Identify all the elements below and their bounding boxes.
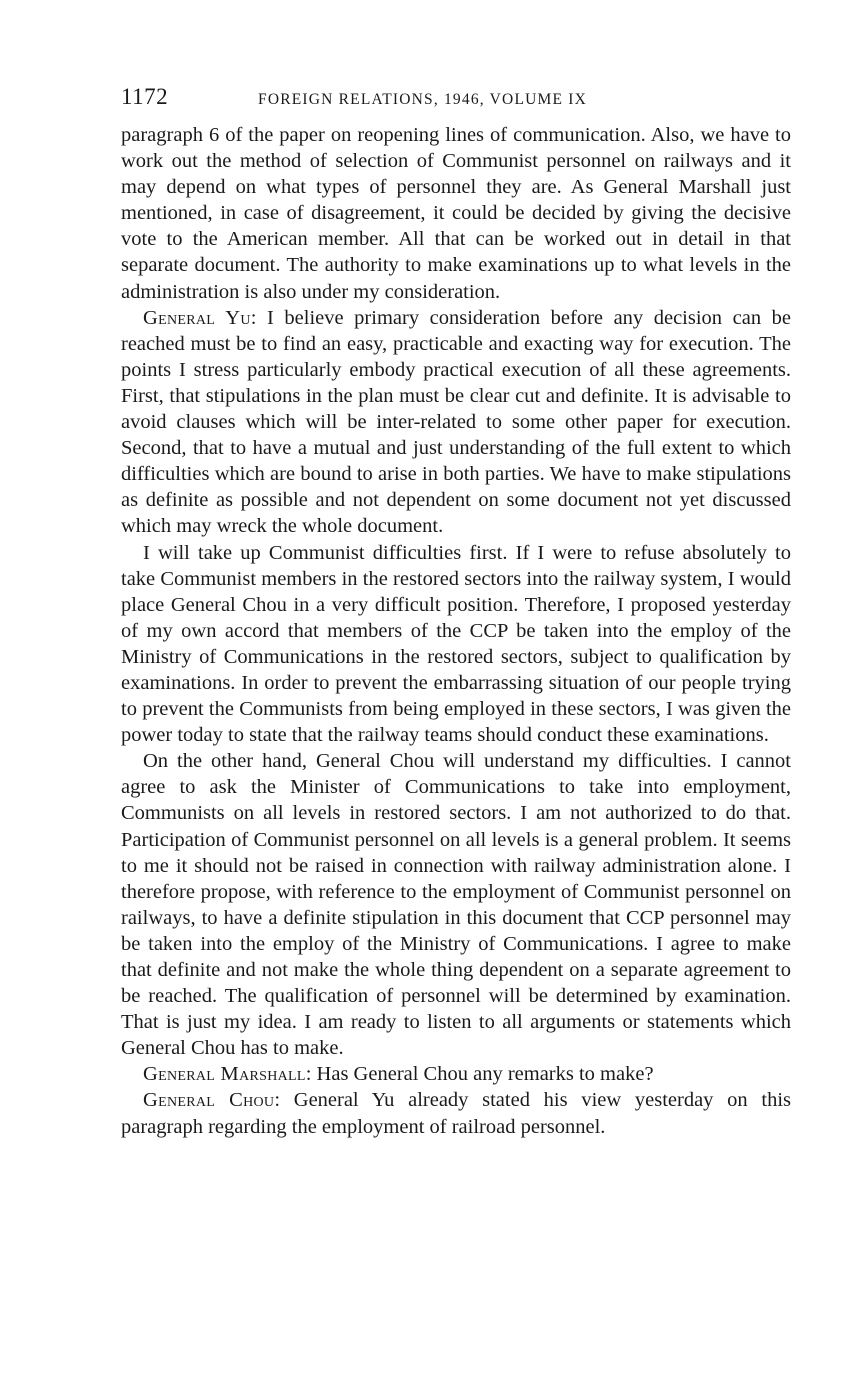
paragraph-text: : Has General Chou any remarks to make? bbox=[305, 1063, 654, 1086]
paragraph-general-marshall bbox=[121, 1061, 791, 1087]
page-number: 1172 bbox=[121, 84, 169, 109]
speaker-name: General Marshall bbox=[143, 1063, 306, 1086]
document-page bbox=[121, 84, 791, 1140]
paragraph-general-chou bbox=[121, 1087, 791, 1139]
paragraph-text: paragraph 6 of the paper on reopening lines of communication. Also, we have to work out the method of selection of Communist personnel on railways and it may depend on what types of personnel they are. As General Marshall just mentioned, in case of disagreement, it could be decided by giving the decisive vote to the American member. All that can be worked out in detail in that separate document. The authority to make examinations up to what levels in the administration is also under my consideration. bbox=[121, 124, 791, 303]
paragraph-text: I will take up Communist difficulties first. If I were to refuse absolutely to take Communist members in the restored sectors into the railway system, I would place General Chou in a very difficult position. Therefore, I proposed yesterday of my own accord that members of the CCP be taken into the employ of the Ministry of Communications in the restored sectors, subject to qualification by examinations. In order to prevent the embarrassing situation of our people trying to prevent the Communists from being employed in these sectors, I was given the power today to state that the railway teams should conduct these examinations. bbox=[121, 541, 791, 747]
speaker-name: General Chou bbox=[143, 1089, 275, 1112]
paragraph-communist-difficulties bbox=[121, 540, 791, 749]
running-head bbox=[121, 84, 791, 118]
paragraph-text: : General Yu already stated his view yesterday on this paragraph regarding the employment of railroad personnel. bbox=[121, 1089, 791, 1138]
paragraph-text: On the other hand, General Chou will understand my difficulties. I cannot agree to ask the Minister of Communications to take into employment, Communists on all levels in restored sectors. I am not authorized to do that. Participation of Communist personnel on all levels is a general problem. It seems to me it should not be raised in connection with railway administration alone. I therefore propose, with reference to the employment of Communist personnel on railways, to have a definite stipulation in this document that CCP personnel may be taken into the employ of the Ministry of Communications. I agree to make that definite and not make the whole thing dependent on a separate agreement to be reached. The qualification of personnel will be determined by examination. That is just my idea. I am ready to listen to all arguments or statements which General Chou has to make. bbox=[121, 750, 791, 1060]
body-text bbox=[121, 122, 791, 1140]
speaker-name: General Yu bbox=[143, 306, 251, 329]
paragraph-continuation bbox=[121, 122, 791, 305]
paragraph-other-hand bbox=[121, 748, 791, 1061]
paragraph-general-yu bbox=[121, 305, 791, 540]
running-title: FOREIGN RELATIONS, 1946, VOLUME IX bbox=[258, 91, 587, 108]
paragraph-text: : I believe primary consideration before any decision can be reached must be to find an easy, practicable and exacting way for execution. The points I stress particularly embody practical execution of all these agreements. First, that stipulations in the plan must be clear cut and definite. It is advisable to avoid clauses which will be inter-related to some other paper for execution. Second, that to have a mutual and just understanding of the full extent to which difficulties which are bound to arise in both parties. We have to make stipulations as definite as possible and not dependent on some document not yet discussed which may wreck the whole document. bbox=[121, 306, 791, 538]
